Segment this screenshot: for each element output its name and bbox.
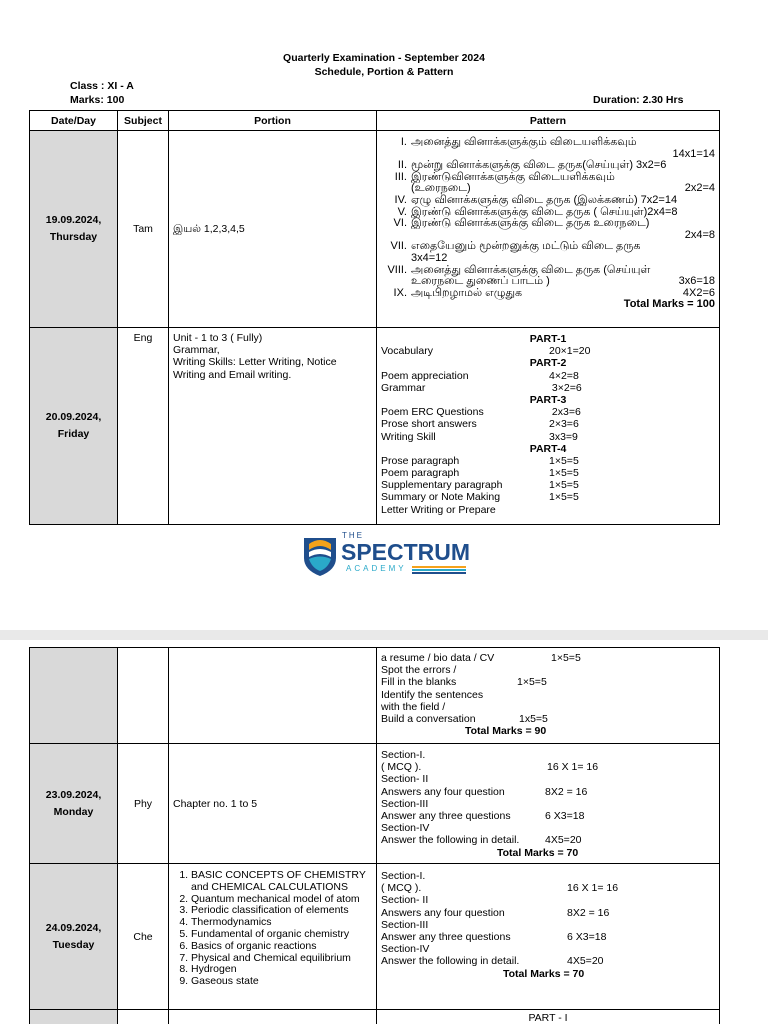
pattern-line xyxy=(381,491,715,503)
pattern-label: Answer the following in detail. xyxy=(381,955,520,968)
list-item: 1. BASIC CONCEPTS OF CHEMISTRY and CHEMICAL CALCULATIONS xyxy=(191,870,372,894)
exam-title: Quarterly Examination - September 2024 xyxy=(283,52,485,64)
total-marks: Total Marks = 100 xyxy=(623,298,715,311)
pattern-cell xyxy=(377,864,720,1010)
pattern-line xyxy=(381,664,715,676)
pattern-value: 3x3=9 xyxy=(549,430,578,443)
item-number: IX. xyxy=(393,286,407,299)
pattern-line xyxy=(381,504,715,516)
col-header-portion: Portion xyxy=(169,111,377,131)
day-text: Friday xyxy=(57,428,90,440)
pattern-value: 6 X3=18 xyxy=(567,930,607,943)
pattern-label: Section-I. xyxy=(381,749,426,761)
pattern-label: with the field / xyxy=(381,700,446,713)
portion-cell: இயல் 1,2,3,4,5 xyxy=(169,131,377,328)
date-text: 24.09.2024, xyxy=(45,921,102,934)
chapter-list xyxy=(173,870,372,988)
item-text: 3x4=12 xyxy=(411,251,448,264)
portion-line: Grammar, xyxy=(173,344,220,357)
pattern-label: Fill in the blanks xyxy=(381,676,457,689)
pattern-value: 1×5=5 xyxy=(551,652,581,664)
list-item: 9. Gaseous state xyxy=(191,976,372,988)
item-text: மூன்று வினாக்களுக்கு விடை தருக(செய்யுள்) 3x2=6 xyxy=(411,159,667,172)
pattern-line xyxy=(381,798,715,810)
day-text: Tuesday xyxy=(52,938,95,951)
logo-stripe xyxy=(412,569,466,571)
pattern-label: Answers any four question xyxy=(381,785,505,798)
item-number: V. xyxy=(397,205,407,218)
list-item: 8. Hydrogen xyxy=(191,964,372,976)
pattern-label: Poem appreciation xyxy=(381,369,469,382)
logo-emblem-icon xyxy=(304,538,336,576)
pattern-label: Letter Writing or Prepare xyxy=(381,503,496,516)
pattern-line xyxy=(381,382,715,394)
pattern-line xyxy=(381,882,715,894)
part-heading: PART - I xyxy=(528,1012,568,1024)
col-header-subject: Subject xyxy=(118,111,169,131)
logo-sub-text: ACADEMY xyxy=(346,564,407,573)
pattern-label: Prose paragraph xyxy=(381,454,460,467)
total-marks: Total Marks = 90 xyxy=(465,725,547,738)
pattern-cell xyxy=(377,744,720,864)
item-number: I. xyxy=(400,136,407,148)
item-marks: 2x2=4 xyxy=(684,182,715,195)
pattern-line xyxy=(381,822,715,834)
list-item xyxy=(381,276,715,288)
item-text: இரண்டுவினாக்களுக்கு விடையளிக்கவும் xyxy=(411,170,615,183)
pattern-label: Summary or Note Making xyxy=(381,491,501,504)
item-number: III. xyxy=(394,170,407,183)
pattern-label: Writing Skill xyxy=(381,430,436,443)
item-marks: 14x1=14 xyxy=(672,147,715,160)
list-item xyxy=(381,137,715,149)
pattern-value: 16 X 1= 16 xyxy=(567,882,619,895)
item-text: ஏழு வினாக்களுக்கு விடை தருக (இலக்கணம்) 7x2=14 xyxy=(411,193,678,206)
schedule-table-continued xyxy=(29,647,720,1024)
pattern-label: Section-III xyxy=(381,797,429,810)
pattern-label: Section- II xyxy=(381,894,429,907)
pattern-value: 8X2 = 16 xyxy=(567,906,610,919)
pattern-value: 4X5=20 xyxy=(545,834,582,847)
pattern-line xyxy=(381,431,715,443)
table-row-chemistry xyxy=(30,864,720,1010)
pattern-cell xyxy=(377,328,720,525)
total-marks: Total Marks = 70 xyxy=(497,846,579,859)
logo-name-text: SPECTRUM xyxy=(341,539,470,565)
item-number: VIII. xyxy=(387,263,407,276)
list-item: 2. Quantum mechanical model of atom xyxy=(191,894,372,906)
day-text: Thursday xyxy=(49,231,98,243)
page-2 xyxy=(0,640,768,1024)
pattern-label: Poem ERC Questions xyxy=(381,406,484,419)
col-header-date: Date/Day xyxy=(30,111,118,131)
pattern-label: Answer any three questions xyxy=(381,930,511,943)
pattern-label: Supplementary paragraph xyxy=(381,479,503,492)
logo-stripe xyxy=(412,572,466,574)
item-number xyxy=(381,253,411,265)
pattern-line xyxy=(381,943,715,955)
item-number: II. xyxy=(397,159,407,172)
pattern-cell xyxy=(377,648,720,744)
pattern-line xyxy=(381,689,715,701)
class-label: Class : XI - A xyxy=(70,80,134,92)
pattern-label: Build a conversation xyxy=(381,712,476,725)
table-row-english xyxy=(30,328,720,525)
pattern-value: 1×5=5 xyxy=(549,467,579,480)
date-text: 20.09.2024, xyxy=(45,411,102,423)
pattern-line xyxy=(381,907,715,919)
pattern-cell xyxy=(377,131,720,328)
table-row-english-continued xyxy=(30,648,720,744)
pattern-label: a resume / bio data / CV xyxy=(381,652,495,664)
portion-cell xyxy=(169,328,377,525)
pattern-value: 3×2=6 xyxy=(549,381,582,394)
item-text: அடிபிறழாமல் எழுதுக xyxy=(411,286,523,299)
pattern-line xyxy=(381,370,715,382)
portion-line: Writing and Email writing. xyxy=(173,368,292,381)
tamil-pattern-list xyxy=(381,137,715,299)
list-item xyxy=(381,253,715,265)
date-cell xyxy=(30,648,118,744)
subject-cell: Eng xyxy=(118,328,169,525)
pattern-line xyxy=(381,455,715,467)
list-item: 7. Physical and Chemical equilibrium xyxy=(191,953,372,965)
pattern-label: Answer the following in detail. xyxy=(381,834,520,847)
pattern-value: 1x5=5 xyxy=(519,712,548,725)
part-heading: PART-3 xyxy=(529,393,567,406)
portion-line: Unit - 1 to 3 ( Fully) xyxy=(173,332,263,344)
pattern-value: 1×5=5 xyxy=(549,454,579,467)
item-number xyxy=(381,276,411,288)
pattern-label: Answer any three questions xyxy=(381,809,511,822)
pattern-line xyxy=(381,870,715,882)
list-item: 3. Periodic classification of elements xyxy=(191,905,372,917)
portion-cell: Chapter no. 1 to 5 xyxy=(169,744,377,864)
item-number: IV. xyxy=(394,193,407,206)
item-marks: 4X2=6 xyxy=(682,286,715,299)
pattern-label: Section- II xyxy=(381,773,429,786)
pattern-label: Poem paragraph xyxy=(381,467,460,480)
date-cell xyxy=(30,131,118,328)
pattern-label: Identify the sentences xyxy=(381,688,484,701)
date-cell xyxy=(30,744,118,864)
pattern-line xyxy=(381,919,715,931)
schedule-table xyxy=(29,110,720,525)
pattern-line xyxy=(381,786,715,798)
pattern-line xyxy=(381,345,715,357)
pattern-line xyxy=(381,761,715,773)
pattern-label: ( MCQ ). xyxy=(381,761,422,774)
item-text: இரண்டு வினாக்களுக்கு விடை தருக உரைநடை) xyxy=(411,217,650,230)
total-marks: Total Marks = 70 xyxy=(503,967,585,980)
part-heading: PART-2 xyxy=(529,357,567,370)
portion-cell xyxy=(169,648,377,744)
subject-cell xyxy=(118,1010,169,1024)
pattern-label: ( MCQ ). xyxy=(381,882,422,895)
pattern-label: Section-IV xyxy=(381,943,430,956)
pattern-line xyxy=(381,894,715,906)
pattern-line xyxy=(381,406,715,418)
pattern-line xyxy=(381,701,715,713)
date-text: 23.09.2024, xyxy=(45,788,102,801)
pattern-label: Prose short answers xyxy=(381,418,477,431)
pattern-label: Section-I. xyxy=(381,870,426,882)
table-row-physics xyxy=(30,744,720,864)
table-row-next xyxy=(30,1010,720,1024)
date-cell xyxy=(30,864,118,1010)
pattern-value: 8X2 = 16 xyxy=(545,785,588,798)
item-text: (உரைநடை) xyxy=(411,182,471,195)
pattern-value: 1×5=5 xyxy=(517,676,547,689)
table-header-row xyxy=(30,111,720,131)
duration-label: Duration: 2.30 Hrs xyxy=(593,94,684,106)
item-text: உரைநடை துணைப் பாடம் ) xyxy=(411,275,550,288)
part-heading: PART-4 xyxy=(529,442,567,455)
subject-cell: Phy xyxy=(118,744,169,864)
pattern-value: 4X5=20 xyxy=(567,955,604,968)
pattern-line xyxy=(381,479,715,491)
portion-cell xyxy=(169,1010,377,1024)
pattern-line xyxy=(381,834,715,846)
pattern-value: 2×3=6 xyxy=(549,418,579,431)
logo-stripe xyxy=(412,566,466,568)
table-row-tamil xyxy=(30,131,720,328)
item-number: VII. xyxy=(390,240,407,253)
pattern-line xyxy=(381,955,715,967)
list-item: 5. Fundamental of organic chemistry xyxy=(191,929,372,941)
pattern-line xyxy=(381,676,715,688)
marks-label: Marks: 100 xyxy=(70,94,125,106)
item-marks: 2x4=8 xyxy=(684,228,715,241)
item-text: இரண்டு வினாக்களுக்கு விடை தருக ( செய்யுள்)2x4=8 xyxy=(411,205,678,218)
pattern-label: Spot the errors / xyxy=(381,664,457,677)
pattern-cell xyxy=(377,1010,720,1024)
portion-cell xyxy=(169,864,377,1010)
subject-cell: Che xyxy=(118,864,169,1010)
part-heading: PART-1 xyxy=(529,333,567,345)
item-text: எதையேனும் மூன்றனுக்கு மட்டும் விடை தருக xyxy=(411,240,641,253)
pattern-value: 1×5=5 xyxy=(549,479,579,492)
pattern-label: Section-III xyxy=(381,918,429,931)
item-text: அனைத்து வினாக்களுக்கும் விடையளிக்கவும் xyxy=(411,136,637,148)
pattern-value: 1×5=5 xyxy=(549,491,579,504)
pattern-line xyxy=(381,810,715,822)
pattern-label: Grammar xyxy=(381,381,426,394)
pattern-value: 20×1=20 xyxy=(549,345,591,358)
pattern-value: 16 X 1= 16 xyxy=(547,761,599,774)
pattern-line xyxy=(381,467,715,479)
pattern-line xyxy=(381,652,715,664)
list-item: 4. Thermodynamics xyxy=(191,917,372,929)
item-text: அனைத்து வினாக்களுக்கு விடை தருக (செய்யுள் xyxy=(411,263,651,276)
pattern-value: 2x3=6 xyxy=(549,406,581,419)
item-marks: 3x6=18 xyxy=(678,275,715,288)
exam-subtitle: Schedule, Portion & Pattern xyxy=(314,66,454,78)
pattern-label: Answers any four question xyxy=(381,906,505,919)
subject-cell xyxy=(118,648,169,744)
list-item xyxy=(381,195,715,207)
date-cell xyxy=(30,328,118,525)
pattern-line xyxy=(381,931,715,943)
col-header-pattern: Pattern xyxy=(377,111,720,131)
item-number: VI. xyxy=(393,217,407,230)
date-text: 19.09.2024, xyxy=(45,214,102,226)
logo-the-text: THE xyxy=(342,531,364,540)
list-item: 6. Basics of organic reactions xyxy=(191,941,372,953)
spectrum-academy-logo xyxy=(300,528,470,578)
list-item xyxy=(381,218,715,230)
day-text: Monday xyxy=(53,805,94,818)
pattern-line xyxy=(381,418,715,430)
date-cell xyxy=(30,1010,118,1024)
portion-line: Writing Skills: Letter Writing, Notice xyxy=(173,356,337,369)
subject-cell: Tam xyxy=(118,131,169,328)
pattern-line xyxy=(381,773,715,785)
pattern-value: 4×2=8 xyxy=(549,369,579,382)
pattern-line xyxy=(381,713,715,725)
pattern-label: Section-IV xyxy=(381,822,430,835)
pattern-label: Vocabulary xyxy=(381,345,433,358)
pattern-value: 6 X3=18 xyxy=(545,809,585,822)
pattern-line xyxy=(381,749,715,761)
